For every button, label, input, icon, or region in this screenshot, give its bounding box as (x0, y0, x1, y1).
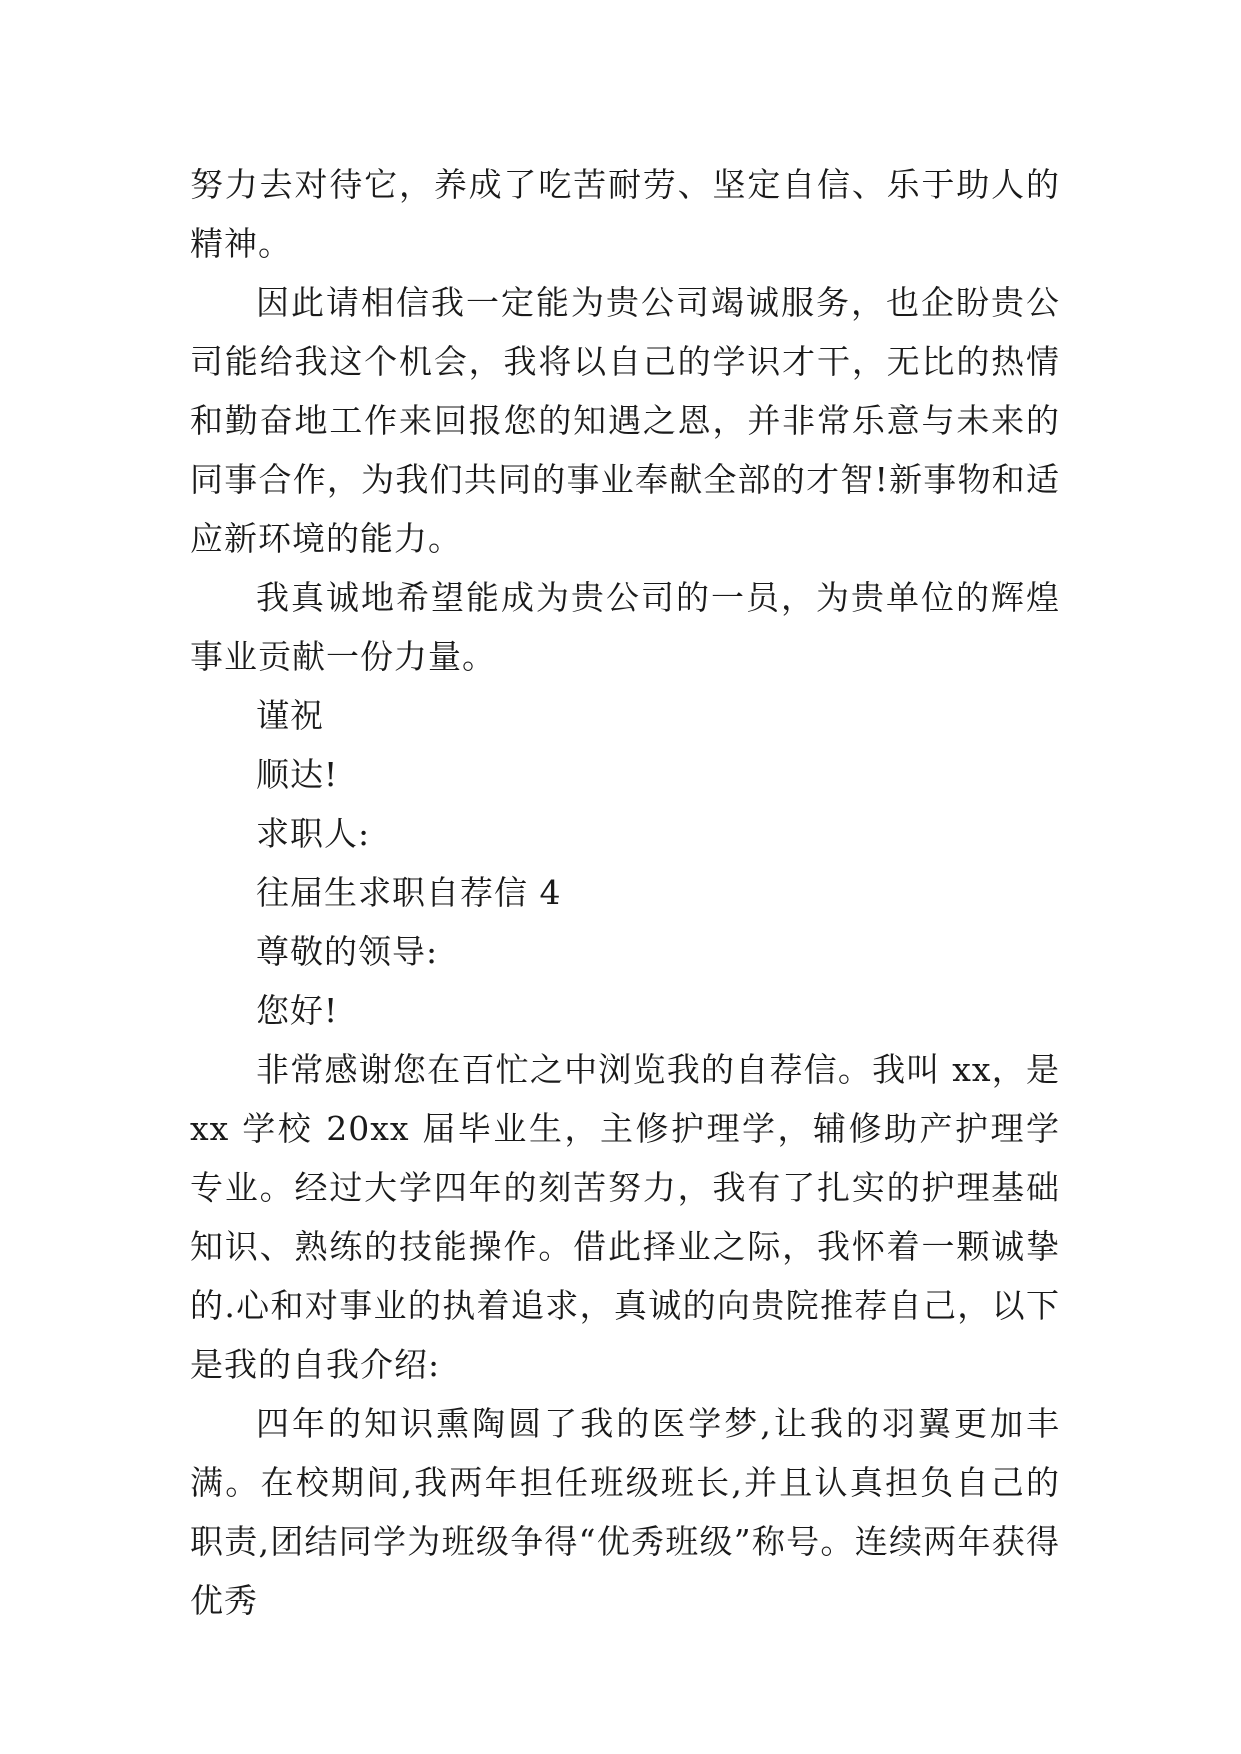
closing-salutation: 谨祝 (256, 696, 324, 735)
paragraph-3: 我真诚地希望能成为贵公司的一员，为贵单位的辉煌事业贡献一份力量。 (190, 578, 1060, 676)
paragraph-intro: 非常感谢您在百忙之中浏览我的自荐信。我叫 xx，是 xx 学校 20xx 届毕业生，主修护理学，辅修助产护理学专业。经过大学四年的刻苦努力，我有了扎实的护理基础知识、熟练的技能操作。借此择业之际，我怀着一颗诚挚的.心和对事业的执着追求，真诚的向贵院推荐自己，以下是我的自我介绍: (190, 1050, 1060, 1384)
letter-title: 往届生求职自荐信 4 (256, 873, 562, 912)
closing-wish: 顺达! (256, 755, 339, 794)
greeting-recipient: 尊敬的领导: (256, 932, 439, 971)
document-body (190, 155, 1060, 1630)
paragraph-1: 努力去对待它，养成了吃苦耐劳、坚定自信、乐于助人的精神。 (190, 165, 1060, 263)
signature-line: 求职人: (256, 814, 371, 853)
paragraph-2: 因此请相信我一定能为贵公司竭诚服务，也企盼贵公司能给我这个机会，我将以自己的学识才干，无比的热情和勤奋地工作来回报您的知遇之恩，并非常乐意与未来的同事合作，为我们共同的事业奉献全部的才智!新事物和适应新环境的能力。 (190, 283, 1060, 558)
paragraph-education: 四年的知识熏陶圆了我的医学梦,让我的羽翼更加丰满。在校期间,我两年担任班级班长,并且认真担负自己的职责,团结同学为班级争得“优秀班级”称号。连续两年获得优秀 (190, 1404, 1060, 1620)
greeting-hello: 您好! (256, 991, 339, 1030)
